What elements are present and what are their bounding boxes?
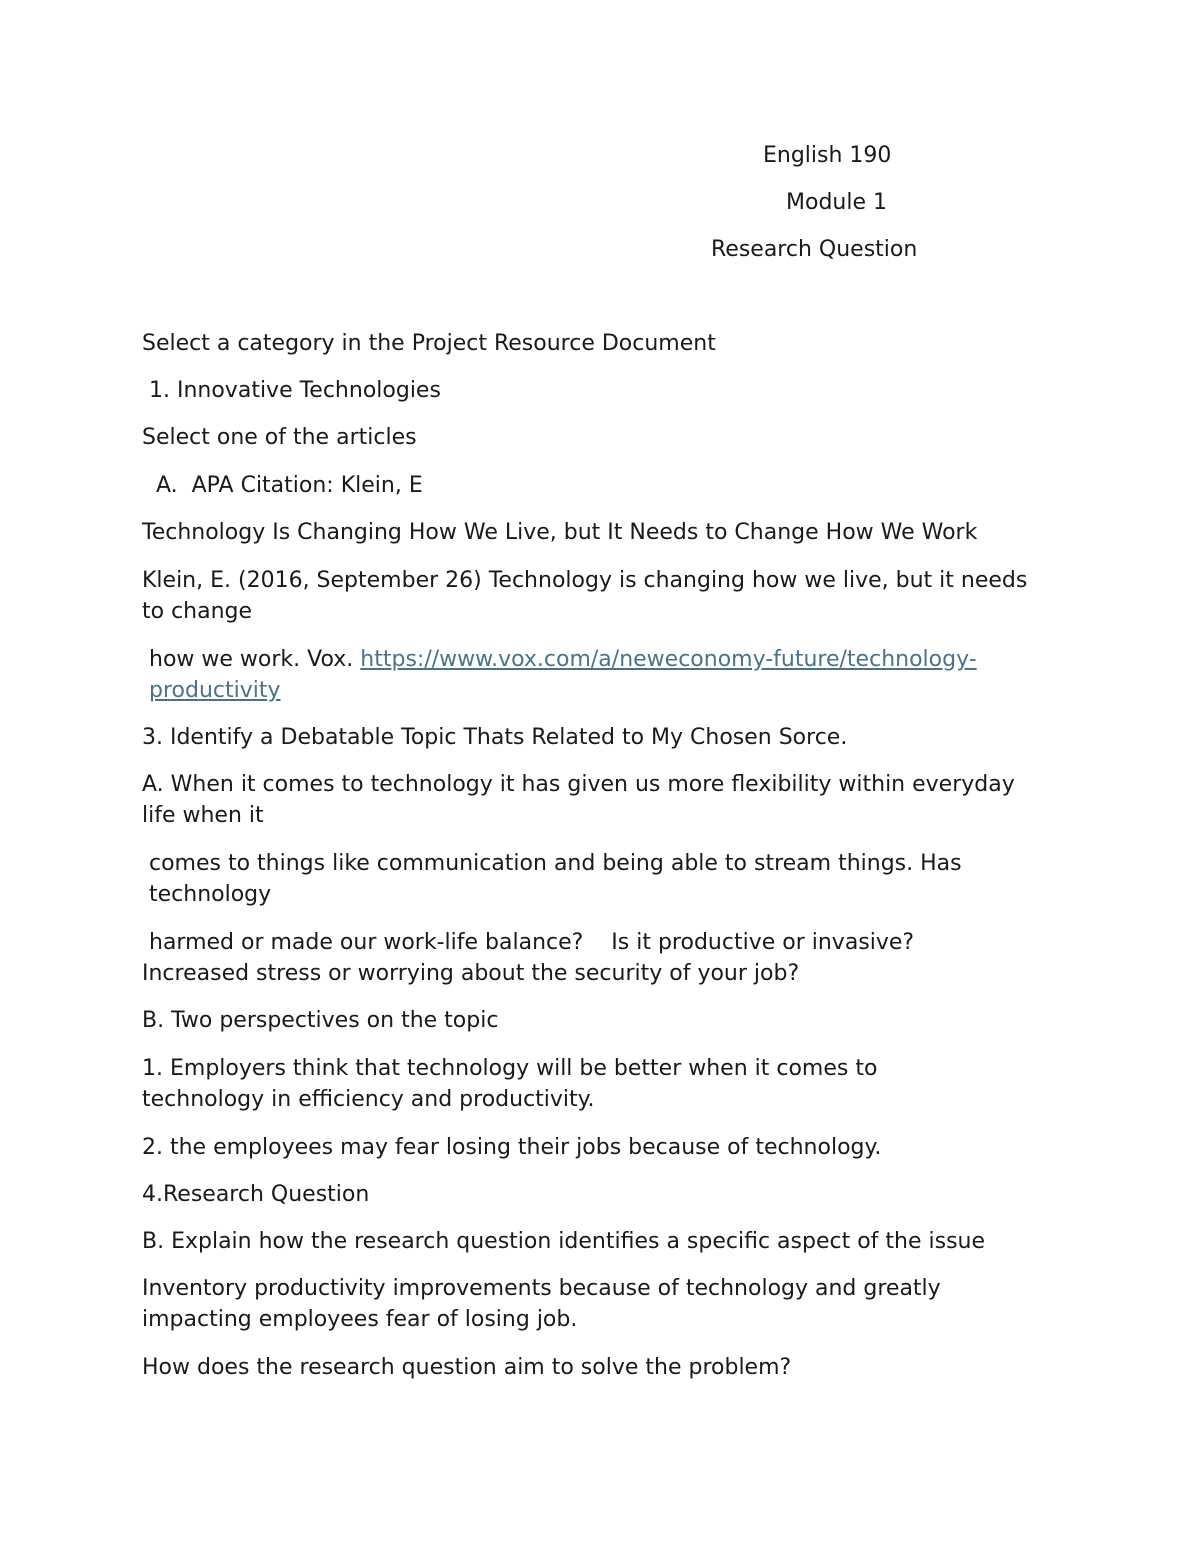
topic-paragraph-a: A. When it comes to technology it has given us more flexibility within everyday life when it <box>142 772 1015 828</box>
module-title: Module 1 <box>786 190 887 215</box>
instruction-select-category: Select a category in the Project Resource Document <box>142 331 716 356</box>
research-question-answer: Inventory productivity improvements because of technology and greatly impacting employees fear of losing job. <box>142 1276 941 1332</box>
aim-question-heading: How does the research question aim to solve the problem? <box>142 1355 792 1380</box>
apa-citation-label: A. APA Citation: Klein, E <box>142 473 423 498</box>
citation-continuation <box>142 644 1059 706</box>
article-link[interactable]: https://www.vox.com/a/neweconomy-future/technology-productivity <box>149 647 977 703</box>
topic-paragraph-d: Increased stress or worrying about the security of your job? <box>142 961 800 986</box>
topic-paragraph-b: comes to things like communication and being able to stream things. Has technology <box>149 851 962 907</box>
topic-paragraph-c: harmed or made our work-life balance? Is it productive or invasive? <box>149 930 915 955</box>
perspectives-heading: B. Two perspectives on the topic <box>142 1008 499 1033</box>
category-item: 1. Innovative Technologies <box>142 378 441 403</box>
research-question-heading: 4.Research Question <box>142 1182 370 1207</box>
citation-paragraph: Klein, E. (2016, September 26) Technology is changing how we live, but it needs to change <box>142 568 1028 624</box>
assignment-title: Research Question <box>711 237 918 262</box>
debatable-topic-heading: 3. Identify a Debatable Topic Thats Related to My Chosen Sorce. <box>142 725 848 750</box>
article-title: Technology Is Changing How We Live, but It Needs to Change How We Work <box>142 520 978 545</box>
citation-text: how we work. Vox. <box>149 647 361 672</box>
course-title: English 190 <box>763 143 892 168</box>
perspective-employees: 2. the employees may fear losing their jobs because of technology. <box>142 1135 882 1160</box>
explain-question-heading: B. Explain how the research question identifies a specific aspect of the issue <box>142 1229 986 1254</box>
perspective-employers: 1. Employers think that technology will be better when it comes to technology in efficiency and productivity. <box>142 1056 878 1112</box>
instruction-select-article: Select one of the articles <box>142 425 417 450</box>
